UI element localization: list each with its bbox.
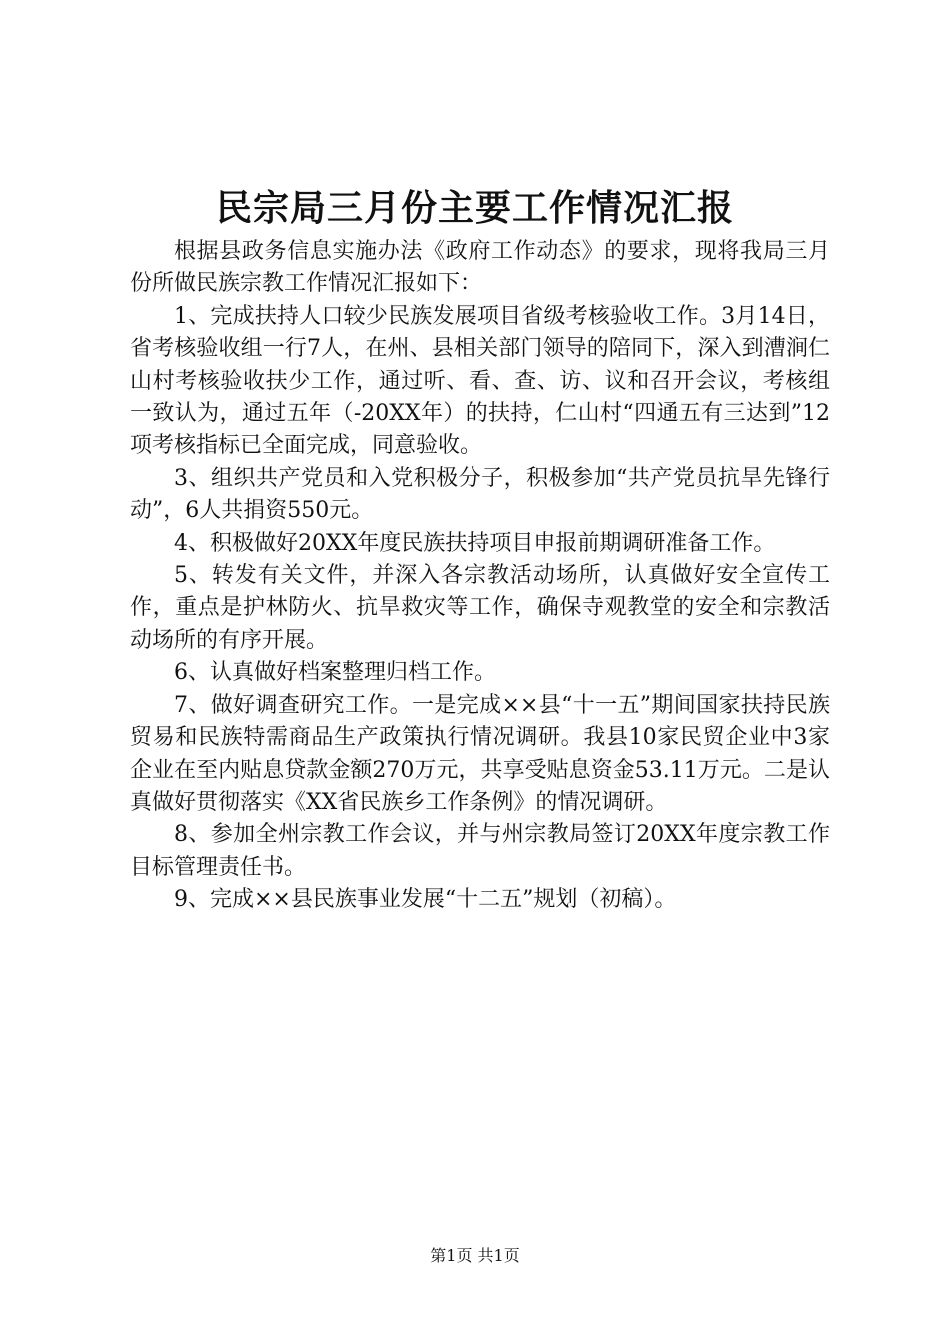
paragraph-item-5: 5、转发有关文件，并深入各宗教活动场所，认真做好安全宣传工作，重点是护林防火、抗旱救灾等工作，确保寺观教堂的安全和宗教活动场所的有序开展。 <box>130 563 830 653</box>
paragraph-item-9: 9、完成××县民族事业发展“十二五”规划（初稿）。 <box>174 887 677 913</box>
document-body <box>130 236 830 917</box>
page-footer: 第1页 共1页 <box>430 1246 520 1265</box>
paragraph-item-1: 1、完成扶持人口较少民族发展项目省级考核验收工作。3月14日，省考核验收组一行7人，在州、县相关部门领导的陪同下，深入到漕涧仁山村考核验收扶少工作，通过听、看、查、访、议和召开会议，考核组一致认为，通过五年（-20XX年）的扶持，仁山村“四通五有三达到”12项考核指标已全面完成，同意验收。 <box>130 303 830 459</box>
paragraph-intro: 根据县政务信息实施办法《政府工作动态》的要求，现将我局三月份所做民族宗教工作情况汇报如下： <box>130 239 830 297</box>
document-title: 民宗局三月份主要工作情况汇报 <box>215 187 734 229</box>
paragraph-item-7: 7、做好调查研究工作。一是完成××县“十一五”期间国家扶持民族贸易和民族特需商品生产政策执行情况调研。我县10家民贸企业中3家企业在至内贴息贷款金额270万元，共享受贴息资金53.11万元。二是认真做好贯彻落实《XX省民族乡工作条例》的情况调研。 <box>130 692 830 815</box>
paragraph-item-8: 8、参加全州宗教工作会议，并与州宗教局签订20XX年度宗教工作目标管理责任书。 <box>130 822 830 880</box>
paragraph-item-4: 4、积极做好20XX年度民族扶持项目申报前期调研准备工作。 <box>174 530 776 556</box>
paragraph-item-3: 3、组织共产党员和入党积极分子，积极参加“共产党员抗旱先锋行动”，6人共捐资550元。 <box>130 465 830 524</box>
paragraph-item-6: 6、认真做好档案整理归档工作。 <box>174 660 496 686</box>
